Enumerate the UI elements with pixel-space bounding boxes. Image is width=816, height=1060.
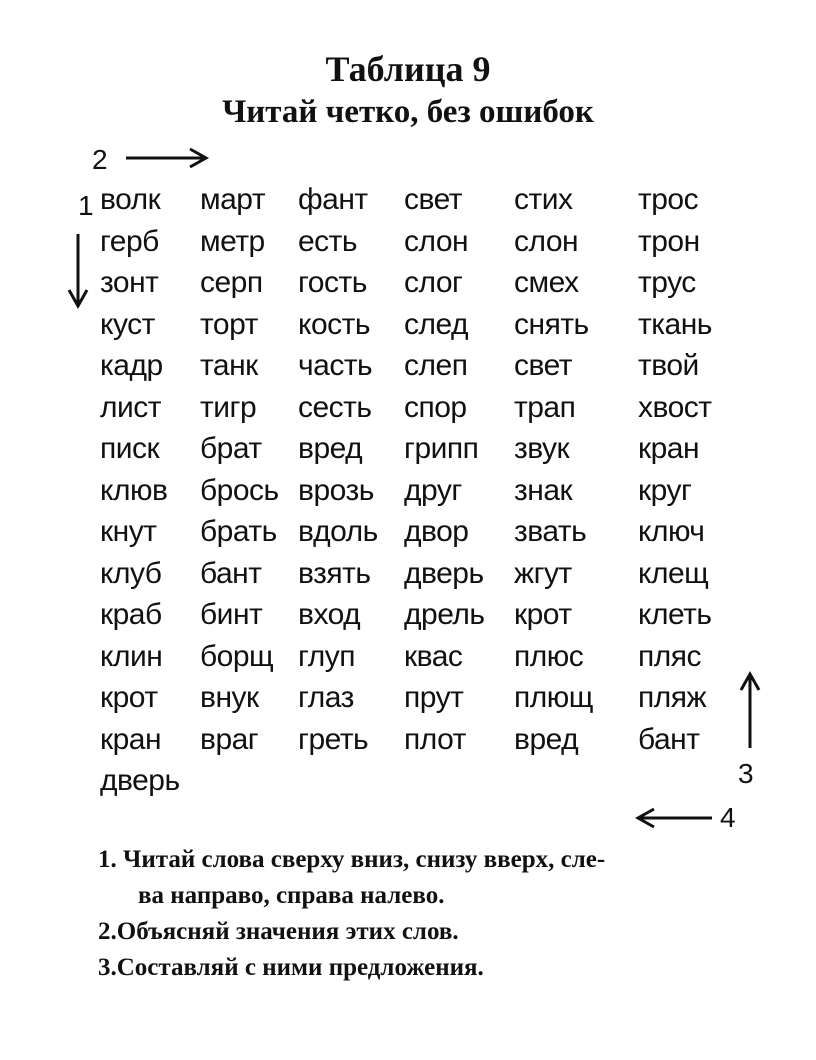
word-item: враг <box>200 722 259 756</box>
word-item: друг <box>404 473 462 507</box>
word-item: глаз <box>298 681 354 714</box>
word-item: слог <box>404 266 463 299</box>
word-grid <box>100 182 760 802</box>
word-item: спор <box>404 390 467 424</box>
word-item: врозь <box>298 473 374 507</box>
word-item: кость <box>298 307 371 341</box>
word-item: трон <box>638 224 700 258</box>
word-item: смех <box>514 266 579 299</box>
word-item: клюв <box>100 473 168 507</box>
page-subtitle: Читай четко, без ошибок <box>222 94 594 130</box>
word-item: крот <box>100 681 158 714</box>
word-item: взять <box>298 556 371 590</box>
word-item: знак <box>514 473 573 507</box>
instruction-3: 3.Составляй с ними предложения. <box>98 954 484 981</box>
word-item: крот <box>514 598 572 631</box>
instruction-1-continued: ва направо, справа налево. <box>138 882 445 909</box>
word-item: краб <box>100 598 162 631</box>
arrow-down-icon <box>66 232 90 312</box>
word-item: ткань <box>638 307 712 341</box>
word-item: писк <box>100 432 160 465</box>
word-item: дверь <box>404 556 484 590</box>
word-item: герб <box>100 224 159 258</box>
instructions <box>98 842 778 986</box>
word-item: свет <box>514 349 573 382</box>
word-item: вред <box>298 432 363 465</box>
word-item: лист <box>100 390 162 424</box>
word-item: есть <box>298 224 358 258</box>
word-item: кран <box>638 432 700 465</box>
word-item: брат <box>200 432 262 465</box>
word-item: снять <box>514 307 589 341</box>
word-item: свет <box>404 183 463 216</box>
word-item: слеп <box>404 349 468 382</box>
word-item: бинт <box>200 598 263 631</box>
word-item: жгут <box>514 556 572 590</box>
word-item: фант <box>298 183 368 216</box>
word-item: квас <box>404 639 463 673</box>
word-item: март <box>200 183 266 216</box>
word-item: танк <box>200 349 258 382</box>
word-item: стих <box>514 183 573 216</box>
word-item: борщ <box>200 639 274 673</box>
word-item: слон <box>404 224 469 258</box>
word-item: бант <box>200 556 262 590</box>
word-item: зонт <box>100 266 159 299</box>
word-item: вред <box>514 722 579 756</box>
marker-3: 3 <box>738 758 754 789</box>
word-item: кран <box>100 722 162 756</box>
word-item: кадр <box>100 349 163 382</box>
word-item: серп <box>200 266 263 299</box>
word-item: метр <box>200 224 265 258</box>
word-item: греть <box>298 722 369 756</box>
word-item: звать <box>514 515 587 548</box>
word-item: круг <box>638 473 692 507</box>
word-item: прут <box>404 681 464 714</box>
arrow-right-icon <box>124 146 214 170</box>
word-item: вдоль <box>298 515 378 548</box>
word-item: грипп <box>404 432 479 465</box>
instruction-1: 1. Читай слова сверху вниз, снизу вверх, сле- <box>98 846 606 873</box>
word-item: плющ <box>514 681 593 714</box>
instruction-2: 2.Объясняй значения этих слов. <box>98 918 459 945</box>
marker-2: 2 <box>92 144 108 175</box>
word-item: двор <box>404 515 469 548</box>
word-item: куст <box>100 307 155 341</box>
word-item: хвост <box>638 390 712 424</box>
word-item: вход <box>298 598 361 631</box>
word-item: плот <box>404 722 466 756</box>
word-item: волк <box>100 183 161 216</box>
word-item: дрель <box>404 598 485 631</box>
marker-1: 1 <box>78 190 94 221</box>
word-item: трап <box>514 390 576 424</box>
word-item: пляж <box>638 681 707 714</box>
word-item: кнут <box>100 515 157 548</box>
word-item: бант <box>638 722 700 756</box>
word-item: ключ <box>638 515 705 548</box>
word-item: слон <box>514 224 579 258</box>
marker-4: 4 <box>720 802 736 833</box>
word-item: трус <box>638 266 696 299</box>
word-item: трос <box>638 183 699 216</box>
word-item: дверь <box>100 764 180 797</box>
arrow-left-icon <box>632 806 714 830</box>
word-item: тигр <box>200 390 257 424</box>
word-item: брать <box>200 515 277 548</box>
word-item: глуп <box>298 639 356 673</box>
word-item: гость <box>298 266 367 299</box>
word-item: часть <box>298 349 373 382</box>
word-item: след <box>404 307 469 341</box>
word-item: клещ <box>638 556 709 590</box>
word-item: сесть <box>298 390 372 424</box>
word-item: клин <box>100 639 163 673</box>
word-item: звук <box>514 432 570 465</box>
word-item: клеть <box>638 598 712 631</box>
word-item: плюс <box>514 639 584 673</box>
word-item: внук <box>200 681 259 714</box>
word-item: клуб <box>100 556 162 590</box>
word-item: твой <box>638 349 699 382</box>
page-title: Таблица 9 <box>325 49 491 89</box>
word-item: торт <box>200 307 258 341</box>
word-item: брось <box>200 473 279 507</box>
word-item: пляс <box>638 639 701 673</box>
